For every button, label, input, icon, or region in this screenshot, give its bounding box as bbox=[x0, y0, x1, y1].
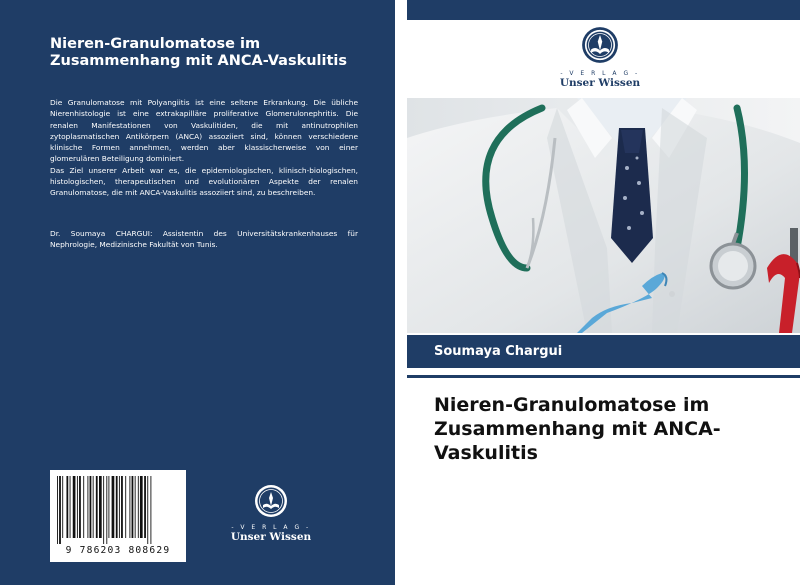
publisher-name: Unser Wissen bbox=[230, 531, 312, 543]
publisher-logo-front bbox=[557, 26, 643, 89]
front-cover-title: Nieren-Granulomatose im Zusammenhang mit ANCA-Vaskulitis bbox=[434, 394, 721, 464]
back-cover-title: Nieren-Granulomatose im Zusammenhang mit ANCA-Vaskulitis bbox=[50, 36, 348, 69]
back-cover bbox=[0, 0, 395, 585]
book-pen-emblem-icon bbox=[254, 484, 288, 518]
doctor-illustration bbox=[407, 98, 800, 333]
author-bio: Dr. Soumaya CHARGUI: Assistentin des Universitätskrankenhauses für Nephrologie, Medizinische Fakultät von Tunis. bbox=[50, 229, 358, 250]
front-cover bbox=[407, 0, 800, 585]
cover-photo bbox=[407, 98, 800, 333]
back-cover-abstract bbox=[50, 97, 358, 199]
isbn-barcode bbox=[50, 470, 186, 562]
author-band bbox=[407, 335, 800, 368]
publisher-verlag-label: - V E R L A G - bbox=[231, 524, 311, 531]
spine bbox=[395, 0, 407, 585]
isbn-digits: 9 786203 808629 bbox=[65, 545, 171, 556]
front-top-bar bbox=[407, 0, 800, 20]
barcode-bars-icon bbox=[55, 476, 181, 544]
book-pen-emblem-icon bbox=[581, 26, 619, 64]
publisher-verlag-label: - V E R L A G - bbox=[560, 70, 640, 77]
title-rule bbox=[407, 375, 800, 378]
abstract-paragraph-1: Die Granulomatose mit Polyangiitis ist eine seltene Erkrankung. Die übliche Nierenhistologie ist eine extrakapilläre proliferative Glomerulonephritis. Die renalen Manifestationen von Vaskulitiden, die mit antinutrophilen zytoplasmatischen Antikörpern (ANCA) assoziiert sind, können verschiedene klinische Formen annehmen, werden aber klassischerweise von einer glomerulären Beteiligung dominiert. bbox=[50, 98, 358, 164]
front-author-name: Soumaya Chargui bbox=[434, 344, 563, 359]
publisher-logo-back bbox=[228, 484, 314, 543]
publisher-name: Unser Wissen bbox=[559, 77, 641, 89]
abstract-paragraph-2: Das Ziel unserer Arbeit war es, die epidemiologischen, klinisch-biologischen, histologischen, therapeutischen und evolutionären Aspekte der renalen Granulomatose, die mit ANCA-Vaskulitis assoziiert sind, zu beschreiben. bbox=[50, 165, 358, 198]
